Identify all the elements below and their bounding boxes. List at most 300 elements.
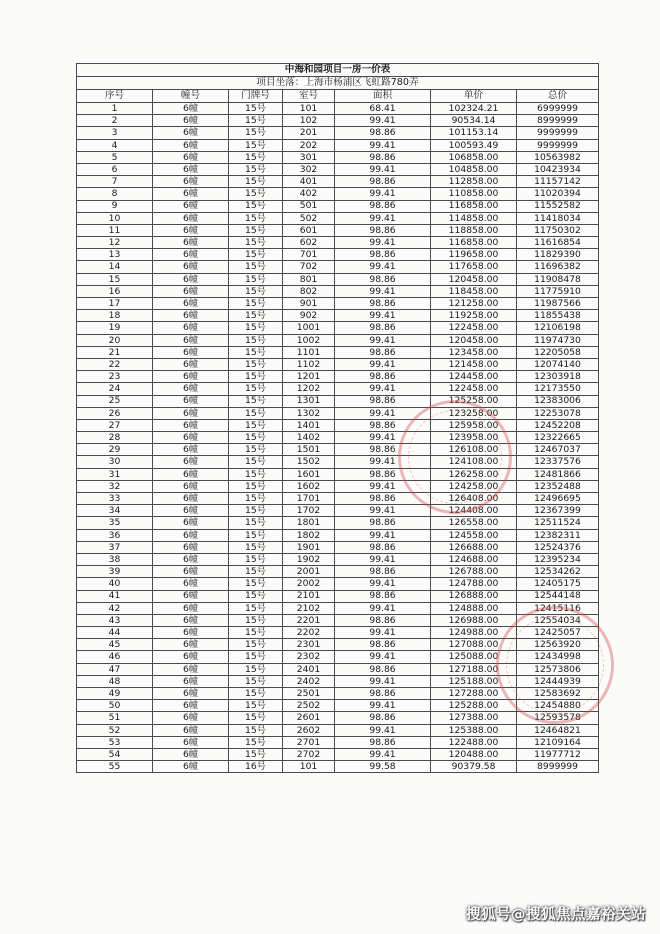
cell-building: 6幢 xyxy=(153,139,229,151)
cell-area: 98.86 xyxy=(335,224,431,236)
cell-seq: 22 xyxy=(77,358,153,370)
cell-door-number: 15号 xyxy=(229,541,283,553)
cell-door-number: 15号 xyxy=(229,651,283,663)
cell-building: 6幢 xyxy=(153,566,229,578)
cell-door-number: 15号 xyxy=(229,700,283,712)
cell-room: 801 xyxy=(283,273,335,285)
cell-area: 98.86 xyxy=(335,468,431,480)
cell-unit-price: 122488.00 xyxy=(431,736,517,748)
cell-seq: 32 xyxy=(77,480,153,492)
cell-building: 6幢 xyxy=(153,237,229,249)
cell-seq: 43 xyxy=(77,614,153,626)
cell-seq: 54 xyxy=(77,748,153,760)
cell-total-price: 9999999 xyxy=(517,127,599,139)
table-row xyxy=(77,310,599,322)
table-row xyxy=(77,493,599,505)
cell-room: 2302 xyxy=(283,651,335,663)
cell-door-number: 15号 xyxy=(229,724,283,736)
cell-total-price: 12352488 xyxy=(517,480,599,492)
table-row xyxy=(77,748,599,760)
cell-seq: 4 xyxy=(77,139,153,151)
cell-total-price: 12303918 xyxy=(517,371,599,383)
cell-building: 6幢 xyxy=(153,663,229,675)
cell-total-price: 12383006 xyxy=(517,395,599,407)
table-row xyxy=(77,371,599,383)
cell-building: 6幢 xyxy=(153,541,229,553)
cell-total-price: 11829390 xyxy=(517,249,599,261)
table-row xyxy=(77,298,599,310)
table-row xyxy=(77,444,599,456)
cell-seq: 44 xyxy=(77,627,153,639)
cell-room: 2201 xyxy=(283,614,335,626)
cell-building: 6幢 xyxy=(153,285,229,297)
cell-seq: 34 xyxy=(77,505,153,517)
cell-room: 601 xyxy=(283,224,335,236)
cell-seq: 41 xyxy=(77,590,153,602)
cell-unit-price: 123958.00 xyxy=(431,432,517,444)
cell-area: 99.41 xyxy=(335,407,431,419)
cell-door-number: 16号 xyxy=(229,761,283,773)
cell-unit-price: 120488.00 xyxy=(431,748,517,760)
cell-total-price: 10423934 xyxy=(517,163,599,175)
cell-total-price: 12415116 xyxy=(517,602,599,614)
cell-unit-price: 127088.00 xyxy=(431,639,517,651)
cell-room: 901 xyxy=(283,298,335,310)
cell-seq: 17 xyxy=(77,298,153,310)
cell-seq: 52 xyxy=(77,724,153,736)
cell-door-number: 15号 xyxy=(229,395,283,407)
cell-building: 6幢 xyxy=(153,310,229,322)
cell-seq: 33 xyxy=(77,493,153,505)
cell-door-number: 15号 xyxy=(229,163,283,175)
cell-total-price: 11987566 xyxy=(517,298,599,310)
cell-building: 6幢 xyxy=(153,627,229,639)
cell-total-price: 11750302 xyxy=(517,224,599,236)
cell-building: 6幢 xyxy=(153,261,229,273)
table-row xyxy=(77,663,599,675)
cell-room: 1002 xyxy=(283,334,335,346)
cell-building: 6幢 xyxy=(153,371,229,383)
table-row xyxy=(77,334,599,346)
cell-room: 2701 xyxy=(283,736,335,748)
cell-area: 98.86 xyxy=(335,419,431,431)
cell-building: 6幢 xyxy=(153,395,229,407)
table-row xyxy=(77,188,599,200)
cell-unit-price: 104858.00 xyxy=(431,163,517,175)
header-room: 室号 xyxy=(283,90,335,103)
cell-area: 99.41 xyxy=(335,383,431,395)
cell-total-price: 11616854 xyxy=(517,237,599,249)
cell-door-number: 15号 xyxy=(229,553,283,565)
cell-seq: 9 xyxy=(77,200,153,212)
cell-area: 98.86 xyxy=(335,200,431,212)
cell-building: 6幢 xyxy=(153,407,229,419)
cell-total-price: 12583692 xyxy=(517,688,599,700)
cell-seq: 25 xyxy=(77,395,153,407)
cell-building: 6幢 xyxy=(153,224,229,236)
cell-unit-price: 122458.00 xyxy=(431,383,517,395)
cell-seq: 12 xyxy=(77,237,153,249)
cell-door-number: 15号 xyxy=(229,602,283,614)
cell-total-price: 12253078 xyxy=(517,407,599,419)
cell-unit-price: 124688.00 xyxy=(431,553,517,565)
cell-door-number: 15号 xyxy=(229,273,283,285)
cell-seq: 35 xyxy=(77,517,153,529)
cell-room: 2301 xyxy=(283,639,335,651)
cell-building: 6幢 xyxy=(153,614,229,626)
cell-area: 99.41 xyxy=(335,115,431,127)
cell-room: 1001 xyxy=(283,322,335,334)
cell-area: 99.41 xyxy=(335,748,431,760)
cell-area: 99.41 xyxy=(335,432,431,444)
table-row xyxy=(77,383,599,395)
cell-area: 99.41 xyxy=(335,237,431,249)
table-row xyxy=(77,456,599,468)
cell-seq: 20 xyxy=(77,334,153,346)
cell-building: 6幢 xyxy=(153,724,229,736)
cell-room: 102 xyxy=(283,115,335,127)
table-row xyxy=(77,700,599,712)
cell-door-number: 15号 xyxy=(229,176,283,188)
cell-seq: 27 xyxy=(77,419,153,431)
cell-unit-price: 118458.00 xyxy=(431,285,517,297)
header-door-number: 门牌号 xyxy=(229,90,283,103)
cell-door-number: 15号 xyxy=(229,334,283,346)
table-row xyxy=(77,505,599,517)
cell-total-price: 12573806 xyxy=(517,663,599,675)
cell-total-price: 12544148 xyxy=(517,590,599,602)
cell-area: 99.58 xyxy=(335,761,431,773)
cell-area: 98.86 xyxy=(335,322,431,334)
cell-door-number: 15号 xyxy=(229,627,283,639)
cell-room: 2202 xyxy=(283,627,335,639)
cell-building: 6幢 xyxy=(153,602,229,614)
cell-area: 99.41 xyxy=(335,675,431,687)
cell-total-price: 11157142 xyxy=(517,176,599,188)
cell-total-price: 11977712 xyxy=(517,748,599,760)
cell-room: 1802 xyxy=(283,529,335,541)
cell-area: 99.41 xyxy=(335,310,431,322)
cell-total-price: 11418034 xyxy=(517,212,599,224)
cell-seq: 19 xyxy=(77,322,153,334)
cell-area: 99.41 xyxy=(335,285,431,297)
cell-area: 99.41 xyxy=(335,334,431,346)
cell-unit-price: 124558.00 xyxy=(431,529,517,541)
cell-area: 98.86 xyxy=(335,517,431,529)
cell-area: 68.41 xyxy=(335,103,431,115)
cell-total-price: 12405175 xyxy=(517,578,599,590)
cell-total-price: 12434998 xyxy=(517,651,599,663)
cell-unit-price: 106858.00 xyxy=(431,151,517,163)
cell-building: 6幢 xyxy=(153,468,229,480)
table-row xyxy=(77,151,599,163)
cell-area: 98.86 xyxy=(335,736,431,748)
table-row xyxy=(77,322,599,334)
cell-area: 99.41 xyxy=(335,358,431,370)
cell-unit-price: 125958.00 xyxy=(431,419,517,431)
cell-total-price: 12496695 xyxy=(517,493,599,505)
cell-building: 6幢 xyxy=(153,761,229,773)
cell-seq: 6 xyxy=(77,163,153,175)
cell-building: 6幢 xyxy=(153,651,229,663)
header-seq: 序号 xyxy=(77,90,153,103)
cell-area: 99.41 xyxy=(335,261,431,273)
cell-unit-price: 102324.21 xyxy=(431,103,517,115)
cell-building: 6幢 xyxy=(153,688,229,700)
table-row xyxy=(77,627,599,639)
cell-door-number: 15号 xyxy=(229,298,283,310)
cell-building: 6幢 xyxy=(153,675,229,687)
cell-door-number: 15号 xyxy=(229,468,283,480)
price-table xyxy=(76,63,599,773)
cell-seq: 23 xyxy=(77,371,153,383)
cell-unit-price: 100593.49 xyxy=(431,139,517,151)
table-row xyxy=(77,237,599,249)
cell-area: 98.86 xyxy=(335,639,431,651)
cell-room: 1702 xyxy=(283,505,335,517)
cell-seq: 46 xyxy=(77,651,153,663)
cell-total-price: 11775910 xyxy=(517,285,599,297)
cell-door-number: 15号 xyxy=(229,358,283,370)
cell-building: 6幢 xyxy=(153,639,229,651)
cell-building: 6幢 xyxy=(153,419,229,431)
cell-building: 6幢 xyxy=(153,553,229,565)
cell-door-number: 15号 xyxy=(229,639,283,651)
cell-room: 2102 xyxy=(283,602,335,614)
cell-door-number: 15号 xyxy=(229,444,283,456)
cell-room: 2602 xyxy=(283,724,335,736)
cell-unit-price: 125258.00 xyxy=(431,395,517,407)
cell-building: 6幢 xyxy=(153,480,229,492)
cell-unit-price: 126408.00 xyxy=(431,493,517,505)
cell-door-number: 15号 xyxy=(229,310,283,322)
cell-total-price: 12481866 xyxy=(517,468,599,480)
cell-building: 6幢 xyxy=(153,444,229,456)
cell-room: 1901 xyxy=(283,541,335,553)
cell-area: 99.41 xyxy=(335,651,431,663)
cell-room: 201 xyxy=(283,127,335,139)
cell-room: 1501 xyxy=(283,444,335,456)
cell-total-price: 11020394 xyxy=(517,188,599,200)
cell-door-number: 15号 xyxy=(229,675,283,687)
cell-area: 98.86 xyxy=(335,176,431,188)
table-row xyxy=(77,285,599,297)
cell-room: 1301 xyxy=(283,395,335,407)
cell-area: 99.41 xyxy=(335,553,431,565)
cell-room: 1302 xyxy=(283,407,335,419)
table-row xyxy=(77,541,599,553)
cell-seq: 15 xyxy=(77,273,153,285)
cell-area: 98.86 xyxy=(335,127,431,139)
cell-seq: 18 xyxy=(77,310,153,322)
cell-door-number: 15号 xyxy=(229,212,283,224)
cell-door-number: 15号 xyxy=(229,505,283,517)
cell-total-price: 11974730 xyxy=(517,334,599,346)
cell-area: 98.86 xyxy=(335,151,431,163)
cell-building: 6幢 xyxy=(153,590,229,602)
cell-room: 502 xyxy=(283,212,335,224)
cell-unit-price: 119258.00 xyxy=(431,310,517,322)
cell-seq: 50 xyxy=(77,700,153,712)
cell-unit-price: 126888.00 xyxy=(431,590,517,602)
cell-door-number: 15号 xyxy=(229,407,283,419)
cell-total-price: 12109164 xyxy=(517,736,599,748)
cell-seq: 45 xyxy=(77,639,153,651)
header-building: 幢号 xyxy=(153,90,229,103)
cell-seq: 24 xyxy=(77,383,153,395)
cell-room: 101 xyxy=(283,103,335,115)
cell-door-number: 15号 xyxy=(229,748,283,760)
cell-building: 6幢 xyxy=(153,103,229,115)
cell-seq: 42 xyxy=(77,602,153,614)
cell-door-number: 15号 xyxy=(229,151,283,163)
project-location: 项目坐落：上海市杨浦区飞虹路780弄 xyxy=(77,77,599,90)
cell-total-price: 11696382 xyxy=(517,261,599,273)
table-row xyxy=(77,566,599,578)
cell-door-number: 15号 xyxy=(229,200,283,212)
cell-room: 1601 xyxy=(283,468,335,480)
cell-door-number: 15号 xyxy=(229,480,283,492)
cell-unit-price: 127288.00 xyxy=(431,688,517,700)
cell-room: 402 xyxy=(283,188,335,200)
table-row xyxy=(77,139,599,151)
table-row xyxy=(77,261,599,273)
cell-unit-price: 124408.00 xyxy=(431,505,517,517)
table-row xyxy=(77,688,599,700)
cell-unit-price: 124458.00 xyxy=(431,371,517,383)
cell-room: 1101 xyxy=(283,346,335,358)
table-row xyxy=(77,517,599,529)
cell-total-price: 12367399 xyxy=(517,505,599,517)
cell-room: 701 xyxy=(283,249,335,261)
cell-unit-price: 116858.00 xyxy=(431,200,517,212)
cell-unit-price: 120458.00 xyxy=(431,273,517,285)
cell-total-price: 9999999 xyxy=(517,139,599,151)
cell-unit-price: 125088.00 xyxy=(431,651,517,663)
cell-seq: 16 xyxy=(77,285,153,297)
cell-door-number: 15号 xyxy=(229,456,283,468)
table-row xyxy=(77,614,599,626)
table-body xyxy=(77,103,599,773)
cell-unit-price: 101153.14 xyxy=(431,127,517,139)
cell-area: 98.86 xyxy=(335,249,431,261)
cell-total-price: 12074140 xyxy=(517,358,599,370)
cell-seq: 7 xyxy=(77,176,153,188)
cell-unit-price: 112858.00 xyxy=(431,176,517,188)
cell-area: 99.41 xyxy=(335,700,431,712)
cell-room: 1602 xyxy=(283,480,335,492)
cell-building: 6幢 xyxy=(153,322,229,334)
table-row xyxy=(77,675,599,687)
header-row xyxy=(77,90,599,103)
cell-total-price: 12337576 xyxy=(517,456,599,468)
cell-total-price: 12395234 xyxy=(517,553,599,565)
cell-door-number: 15号 xyxy=(229,139,283,151)
cell-seq: 10 xyxy=(77,212,153,224)
cell-seq: 29 xyxy=(77,444,153,456)
cell-seq: 40 xyxy=(77,578,153,590)
table-row xyxy=(77,432,599,444)
cell-seq: 51 xyxy=(77,712,153,724)
cell-total-price: 12382311 xyxy=(517,529,599,541)
cell-room: 2601 xyxy=(283,712,335,724)
cell-area: 99.41 xyxy=(335,505,431,517)
cell-area: 99.41 xyxy=(335,456,431,468)
cell-total-price: 12452208 xyxy=(517,419,599,431)
cell-total-price: 8999999 xyxy=(517,115,599,127)
cell-unit-price: 118858.00 xyxy=(431,224,517,236)
cell-total-price: 11855438 xyxy=(517,310,599,322)
cell-seq: 38 xyxy=(77,553,153,565)
table-row xyxy=(77,724,599,736)
cell-unit-price: 117658.00 xyxy=(431,261,517,273)
table-title: 中海和园项目一房一价表 xyxy=(77,64,599,77)
cell-room: 2401 xyxy=(283,663,335,675)
cell-door-number: 15号 xyxy=(229,188,283,200)
table-row xyxy=(77,419,599,431)
cell-room: 2001 xyxy=(283,566,335,578)
cell-seq: 28 xyxy=(77,432,153,444)
cell-door-number: 15号 xyxy=(229,663,283,675)
cell-seq: 30 xyxy=(77,456,153,468)
cell-door-number: 15号 xyxy=(229,322,283,334)
table-row xyxy=(77,224,599,236)
cell-total-price: 12173550 xyxy=(517,383,599,395)
cell-total-price: 12593578 xyxy=(517,712,599,724)
cell-total-price: 12534262 xyxy=(517,566,599,578)
header-unit-price: 单价 xyxy=(431,90,517,103)
header-area: 面积 xyxy=(335,90,431,103)
cell-room: 1701 xyxy=(283,493,335,505)
cell-area: 98.86 xyxy=(335,663,431,675)
table-row xyxy=(77,553,599,565)
cell-area: 99.41 xyxy=(335,480,431,492)
cell-door-number: 15号 xyxy=(229,371,283,383)
cell-unit-price: 125288.00 xyxy=(431,700,517,712)
cell-area: 98.86 xyxy=(335,273,431,285)
cell-unit-price: 127388.00 xyxy=(431,712,517,724)
cell-room: 2402 xyxy=(283,675,335,687)
watermark: 搜狐号@搜狐焦点嘉裕关站 xyxy=(466,907,646,923)
cell-area: 98.86 xyxy=(335,346,431,358)
cell-room: 602 xyxy=(283,237,335,249)
table-row xyxy=(77,761,599,773)
cell-building: 6幢 xyxy=(153,517,229,529)
cell-door-number: 15号 xyxy=(229,419,283,431)
cell-room: 202 xyxy=(283,139,335,151)
header-total-price: 总价 xyxy=(517,90,599,103)
table-row xyxy=(77,468,599,480)
cell-unit-price: 124988.00 xyxy=(431,627,517,639)
cell-room: 401 xyxy=(283,176,335,188)
cell-door-number: 15号 xyxy=(229,493,283,505)
cell-room: 1801 xyxy=(283,517,335,529)
table-row xyxy=(77,103,599,115)
cell-door-number: 15号 xyxy=(229,736,283,748)
cell-unit-price: 90534.14 xyxy=(431,115,517,127)
table-row xyxy=(77,273,599,285)
cell-building: 6幢 xyxy=(153,176,229,188)
cell-building: 6幢 xyxy=(153,200,229,212)
table-row xyxy=(77,529,599,541)
table-row xyxy=(77,590,599,602)
cell-unit-price: 126988.00 xyxy=(431,614,517,626)
cell-room: 2702 xyxy=(283,748,335,760)
cell-room: 1401 xyxy=(283,419,335,431)
cell-total-price: 11552582 xyxy=(517,200,599,212)
table-row xyxy=(77,163,599,175)
cell-building: 6幢 xyxy=(153,212,229,224)
